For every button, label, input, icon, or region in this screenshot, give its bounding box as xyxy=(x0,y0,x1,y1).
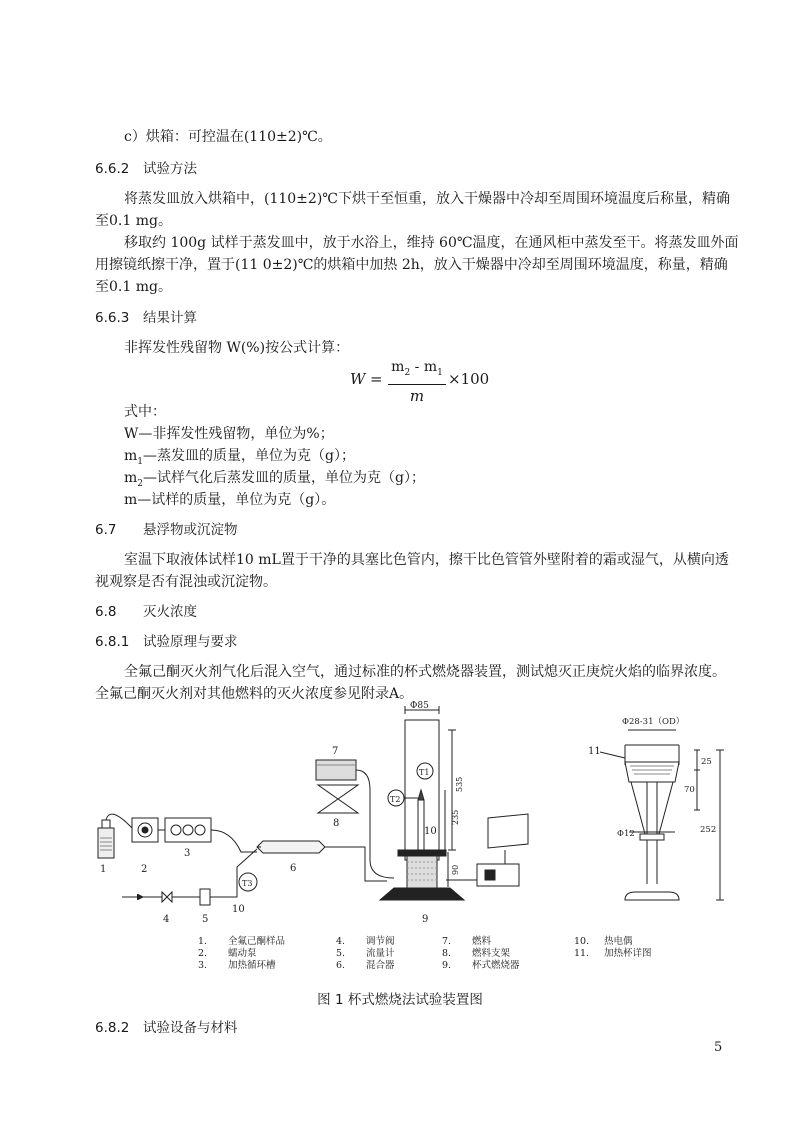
callout-10b: 10 xyxy=(424,826,437,837)
legend-item: 10. 热电偶 xyxy=(574,936,633,947)
num-sub1: 1 xyxy=(437,367,443,378)
section-title: 试验原理与要求 xyxy=(143,634,238,650)
oven-spec: c）烘箱：可控温在(110±2)℃。 xyxy=(124,129,332,145)
section-number: 6.8.1 xyxy=(95,634,130,650)
section-title: 灭火浓度 xyxy=(143,604,197,620)
dim-535: 535 xyxy=(455,776,464,792)
dim-70: 70 xyxy=(684,785,695,795)
flowmeter xyxy=(200,889,210,905)
heating-bath xyxy=(165,818,211,842)
regulating-valve xyxy=(162,892,172,902)
callout-11: 11 xyxy=(588,746,601,757)
legend-item: 2. 蠕动泵 xyxy=(198,948,257,959)
formula-times-100: ×100 xyxy=(448,370,490,388)
formula-fraction xyxy=(388,358,446,405)
dim-phi28-31: Φ28-31（OD） xyxy=(622,717,685,727)
section-number: 6.8 xyxy=(95,604,117,620)
paragraph-line: 全氟己酮灭火剂气化后混入空气，通过标准的杯式燃烧器装置，测试熄灭正庚烷火焰的临界浓度。 xyxy=(124,664,726,680)
paragraph-line: 室温下取液体试样10 mL置于干净的具塞比色管内，擦干比色管管外壁附着的霜或湿气，从横向透 xyxy=(124,552,729,568)
callout-10: 10 xyxy=(232,904,245,915)
cup-burner-figure xyxy=(0,700,800,930)
controller-box xyxy=(477,864,519,886)
m2-sub: 2 xyxy=(137,478,144,489)
fraction-bar xyxy=(388,384,446,385)
formula-equals: = xyxy=(370,370,383,388)
callout-9: 9 xyxy=(422,914,429,925)
legend-item: 3. 加热循环槽 xyxy=(198,960,276,971)
label-t3: T3 xyxy=(242,879,253,888)
callout-8: 8 xyxy=(333,818,340,829)
callout-5: 5 xyxy=(202,914,209,925)
section-title: 试验方法 xyxy=(143,161,197,177)
section-6-8-2-heading xyxy=(95,1018,238,1038)
fuel-tank xyxy=(316,760,356,780)
label-t2: T2 xyxy=(390,795,401,804)
figure-caption: 图 1 杯式燃烧法试验装置图 xyxy=(317,992,483,1008)
section-title: 结果计算 xyxy=(143,310,197,326)
legend-item: 11. 加热杯详图 xyxy=(574,948,652,959)
burner-base xyxy=(380,888,464,900)
callout-7: 7 xyxy=(332,746,339,757)
callout-3: 3 xyxy=(184,848,191,859)
formula-intro: 非挥发性残留物 W(%)按公式计算： xyxy=(124,340,350,356)
paragraph-line: 将蒸发皿放入烘箱中，(110±2)℃下烘干至恒重，放入干燥器中冷却至周围环境温度后称量，精确 xyxy=(124,191,730,207)
paragraph-line: 移取约 100g 试样于蒸发皿中，放于水浴上，维持 60℃温度，在通风柜中蒸发至干。将蒸发皿外面 xyxy=(124,235,739,251)
dim-90: 90 xyxy=(451,864,460,875)
m2-text: —试样气化后蒸发皿的质量，单位为克（g）； xyxy=(143,470,425,486)
cup-detail xyxy=(600,730,724,900)
paragraph-line: 用擦镜纸擦干净，置于(11 0±2)℃的烘箱中加热 2h，放入干燥器中冷却至周围环境温度，称量，精确 xyxy=(95,257,728,273)
legend-col-4 xyxy=(574,936,652,960)
monitor xyxy=(488,814,528,848)
callout-4: 4 xyxy=(163,914,170,925)
paragraph-line: 全氟己酮灭火剂对其他燃料的灭火浓度参见附录A。 xyxy=(95,686,414,702)
callout-2: 2 xyxy=(141,864,148,875)
def-m: m—试样的质量，单位为克（g）。 xyxy=(124,492,336,508)
dim-phi85: Φ85 xyxy=(410,701,429,711)
section-6-7-heading xyxy=(95,520,238,540)
legend-col-2 xyxy=(336,936,395,972)
num-m2: m xyxy=(391,359,405,375)
num-sub2: 2 xyxy=(404,367,411,378)
formula-denominator: m xyxy=(409,386,425,405)
legend-item: 5. 流量计 xyxy=(336,948,395,959)
m1-symbol: m xyxy=(124,448,138,464)
section-6-8-1-heading xyxy=(95,632,238,652)
m2-symbol: m xyxy=(124,470,138,486)
section-6-6-3-heading xyxy=(95,308,197,328)
legend-item: 6. 混合器 xyxy=(336,960,395,971)
dim-252: 252 xyxy=(700,825,717,835)
legend-item: 1. 全氟己酮样品 xyxy=(198,936,286,947)
sample-bottle xyxy=(98,828,114,858)
def-w: W—非挥发性残留物，单位为%； xyxy=(124,426,334,442)
m1-text: —蒸发皿的质量，单位为克（g）； xyxy=(143,448,355,464)
dim-phi12: Φ12 xyxy=(617,829,635,839)
section-number: 6.7 xyxy=(95,522,117,538)
paragraph-line: 视观察是否有混浊或沉淀物。 xyxy=(95,574,277,590)
paragraph-line: 至0.1 mg。 xyxy=(95,213,172,229)
section-6-6-2-heading xyxy=(95,159,197,179)
section-number: 6.8.2 xyxy=(95,1020,130,1036)
legend-col-1 xyxy=(198,936,285,972)
m1-sub: 1 xyxy=(137,456,144,467)
legend-item: 7. 燃料 xyxy=(442,936,492,947)
page-number: 5 xyxy=(714,1040,723,1055)
dim-25: 25 xyxy=(701,757,712,767)
dim-235: 235 xyxy=(451,809,460,825)
paragraph-line: 至0.1 mg。 xyxy=(95,279,172,295)
legend-item: 4. 调节阀 xyxy=(336,936,395,947)
formula-lhs: W xyxy=(350,370,366,388)
section-number: 6.6.3 xyxy=(95,310,130,326)
num-minus-m: - m xyxy=(410,359,438,375)
mixer xyxy=(257,841,325,853)
callout-6: 6 xyxy=(290,863,297,874)
fuel-stand xyxy=(318,785,358,813)
legend-item: 9. 杯式燃烧器 xyxy=(442,960,520,971)
section-title: 试验设备与材料 xyxy=(143,1020,238,1036)
legend-item: 8. 燃料支架 xyxy=(442,948,511,959)
section-6-8-heading xyxy=(95,602,197,622)
legend-col-3 xyxy=(442,936,520,972)
label-t1: T1 xyxy=(419,768,430,777)
section-title: 悬浮物或沉淀物 xyxy=(143,522,238,538)
callout-1: 1 xyxy=(100,864,107,875)
where-label: 式中： xyxy=(124,404,166,420)
section-number: 6.6.2 xyxy=(95,161,130,177)
formula-numerator xyxy=(388,358,446,382)
